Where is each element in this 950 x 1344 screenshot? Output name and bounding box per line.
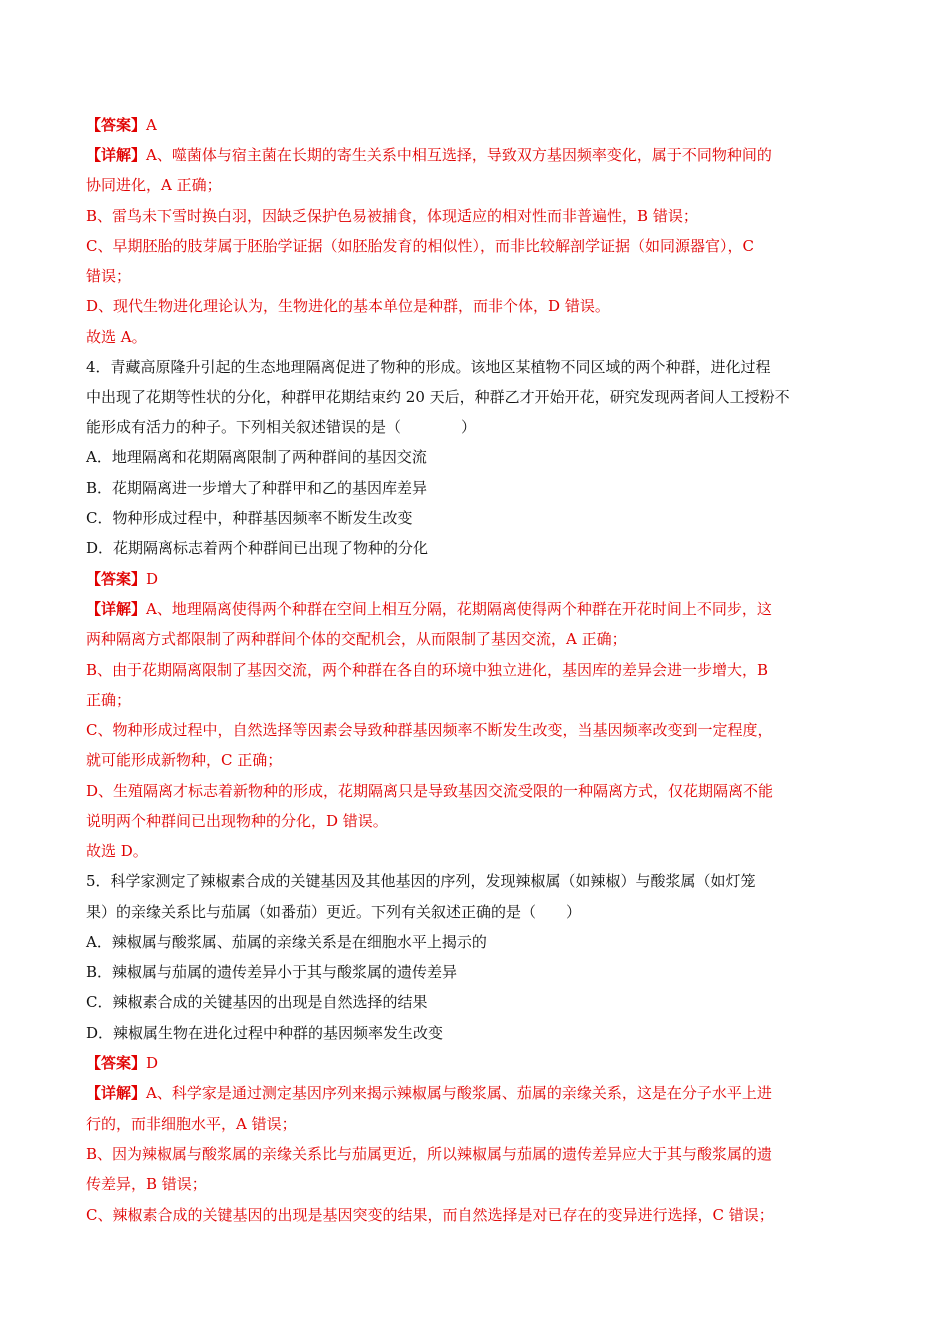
analysis-line: 传差异，B 错误； (86, 1175, 207, 1193)
analysis-line: 【详解】A、噬菌体与宿主菌在长期的寄生关系中相互选择，导致双方基因频率变化，属于不同物种间的 (86, 146, 772, 164)
stem-line: 中出现了花期等性状的分化，种群甲花期结束约 20 天后，种群乙才开始开花，研究发现两者间人工授粉不 (86, 388, 790, 406)
answer-line: 【答案】D (86, 570, 159, 588)
analysis-line: D、生殖隔离才标志着新物种的形成，花期隔离只是导致基因交流受限的一种隔离方式，仅花期隔离不能 (86, 782, 774, 800)
heading-marker: 【答案】 (86, 1054, 147, 1072)
heading-marker: 【答案】 (86, 570, 147, 588)
analysis-line: 错误； (86, 267, 132, 285)
analysis-line: 说明两个种群间已出现物种的分化，D 错误。 (86, 812, 388, 830)
analysis-line: B、由于花期隔离限制了基因交流，两个种群在各自的环境中独立进化，基因库的差异会进一步增大，B (86, 661, 769, 679)
option-a: A．地理隔离和花期隔离限制了两种群间的基因交流 (86, 448, 427, 466)
analysis-line: 【详解】A、地理隔离使得两个种群在空间上相互分隔，花期隔离使得两个种群在开花时间上不同步，这 (86, 600, 772, 618)
analysis-line: D、现代生物进化理论认为，生物进化的基本单位是种群，而非个体，D 错误。 (86, 297, 610, 315)
choose-line: 故选 D。 (86, 842, 148, 860)
answer-line: 【答案】A (86, 116, 157, 134)
stem-line: 4．青藏高原隆升引起的生态地理隔离促进了物种的形成。该地区某植物不同区域的两个种群，进化过程 (86, 358, 771, 376)
analysis-line: B、因为辣椒属与酸浆属的亲缘关系比与茄属更近，所以辣椒属与茄属的遗传差异应大于其与酸浆属的遗 (86, 1145, 773, 1163)
analysis-line: 行的，而非细胞水平，A 错误； (86, 1115, 297, 1133)
option-d: D．辣椒属生物在进化过程中种群的基因频率发生改变 (86, 1024, 444, 1042)
analysis-line: C、辣椒素合成的关键基因的出现是基因突变的结果，而自然选择是对已存在的变异进行选择，C 错误； (86, 1206, 774, 1224)
analysis-line: 正确； (86, 691, 132, 709)
answer-line: 【答案】D (86, 1054, 159, 1072)
analysis-line: C、早期胚胎的肢芽属于胚胎学证据（如胚胎发育的相似性），而非比较解剖学证据（如同源器官），C (86, 237, 754, 255)
heading-marker: 【详解】 (86, 146, 147, 164)
analysis-line: 就可能形成新物种，C 正确； (86, 751, 283, 769)
analysis-line: B、雷鸟未下雪时换白羽，因缺乏保护色易被捕食，体现适应的相对性而非普遍性，B 错误； (86, 207, 698, 225)
stem-line: 能形成有活力的种子。下列相关叙述错误的是（ ） (86, 418, 477, 436)
option-b: B．花期隔离进一步增大了种群甲和乙的基因库差异 (86, 479, 428, 497)
analysis-line: C、物种形成过程中，自然选择等因素会导致种群基因频率不断发生改变，当基因频率改变到一定程度， (86, 721, 773, 739)
heading-marker: 【答案】 (86, 116, 147, 134)
choose-line: 故选 A。 (86, 328, 147, 346)
stem-line: 果）的亲缘关系比与茄属（如番茄）更近。下列有关叙述正确的是（ ） (86, 903, 582, 921)
option-b: B．辣椒属与茄属的遗传差异小于其与酸浆属的遗传差异 (86, 963, 458, 981)
option-c: C．辣椒素合成的关键基因的出现是自然选择的结果 (86, 993, 428, 1011)
option-d: D．花期隔离标志着两个种群间已出现了物种的分化 (86, 539, 429, 557)
option-c: C．物种形成过程中，种群基因频率不断发生改变 (86, 509, 413, 527)
analysis-line: 协同进化，A 正确； (86, 176, 222, 194)
analysis-line: 【详解】A、科学家是通过测定基因序列来揭示辣椒属与酸浆属、茄属的亲缘关系，这是在分子水平上进 (86, 1084, 772, 1102)
stem-line: 5．科学家测定了辣椒素合成的关键基因及其他基因的序列，发现辣椒属（如辣椒）与酸浆属（如灯笼 (86, 872, 756, 890)
analysis-line: 两种隔离方式都限制了两种群间个体的交配机会，从而限制了基因交流，A 正确； (86, 630, 627, 648)
option-a: A．辣椒属与酸浆属、茄属的亲缘关系是在细胞水平上揭示的 (86, 933, 487, 951)
heading-marker: 【详解】 (86, 1084, 147, 1102)
heading-marker: 【详解】 (86, 600, 147, 618)
